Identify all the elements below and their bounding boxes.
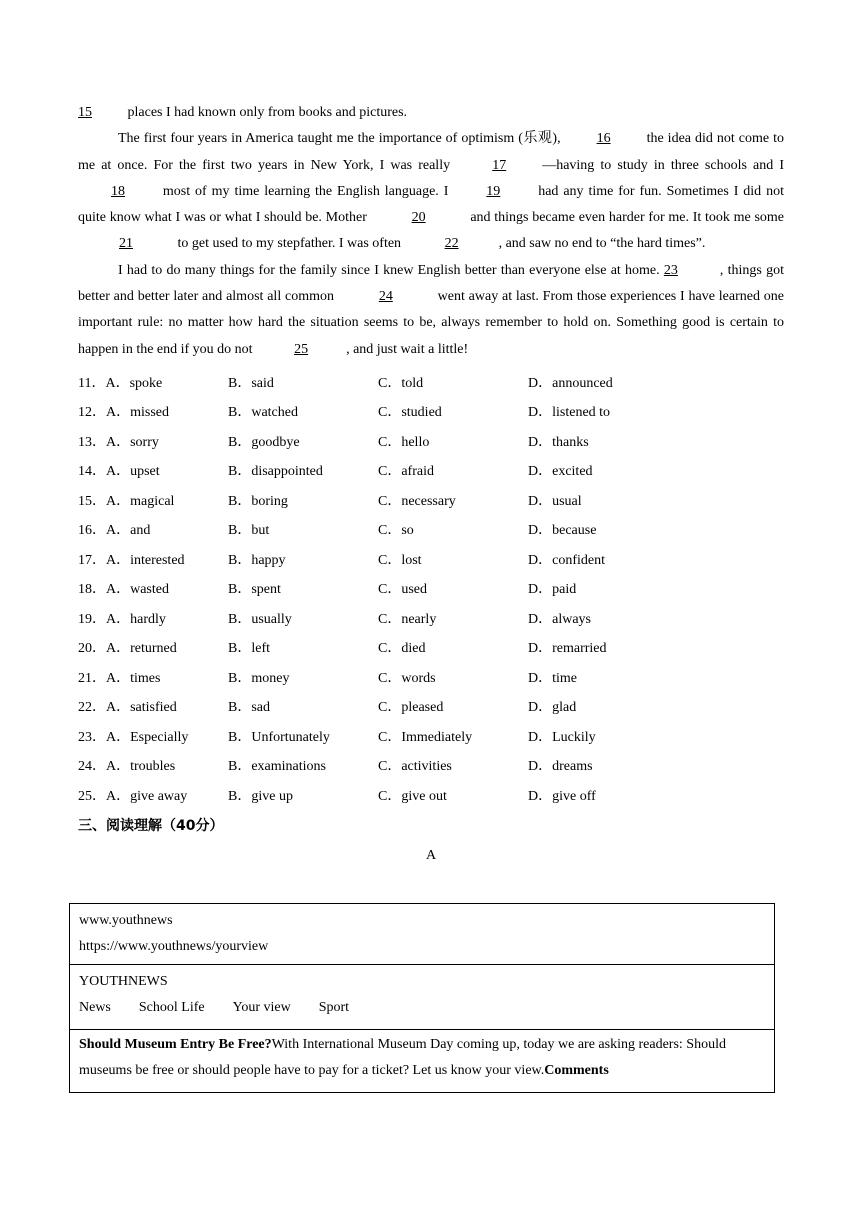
option-b[interactable]: B．spent xyxy=(228,582,281,598)
option-c[interactable]: C．studied xyxy=(378,405,442,421)
site-url: https://www.youthnews/yourview xyxy=(79,939,269,954)
option-d[interactable]: D．time xyxy=(528,670,577,686)
option-b[interactable]: B．sad xyxy=(228,700,270,716)
brand-name: YOUTHNEWS xyxy=(79,974,168,989)
passage-label: A xyxy=(425,848,437,864)
webpage-box xyxy=(69,903,775,1093)
option-a[interactable]: 17．A．interested xyxy=(78,552,185,568)
question-21 xyxy=(78,662,784,692)
option-d[interactable]: D．excited xyxy=(528,464,593,480)
question-20 xyxy=(78,632,784,662)
nav-news[interactable]: News xyxy=(79,1000,111,1015)
option-a[interactable]: 25．A．give away xyxy=(78,788,188,804)
blank-15: 15 xyxy=(78,105,92,120)
option-d[interactable]: D．paid xyxy=(528,582,577,598)
exam-page xyxy=(78,100,784,869)
option-a[interactable]: 14．A．upset xyxy=(78,464,160,480)
option-c[interactable]: C．so xyxy=(378,523,414,539)
blank-16: 16 xyxy=(596,131,611,147)
blank-25: 25 xyxy=(294,341,309,357)
option-d[interactable]: D．dreams xyxy=(528,759,593,775)
blank-23: 23 xyxy=(663,262,678,278)
option-a[interactable]: 13．A．sorry xyxy=(78,434,159,450)
question-19 xyxy=(78,603,784,633)
option-c[interactable]: C．give out xyxy=(378,788,447,804)
blank-18: 18 xyxy=(111,183,125,199)
option-d[interactable]: D．remarried xyxy=(528,641,607,657)
option-b[interactable]: B．goodbye xyxy=(228,434,300,450)
option-a[interactable]: 12．A．missed xyxy=(78,405,169,421)
option-b[interactable]: B．said xyxy=(228,375,274,391)
blank-22: 22 xyxy=(444,236,459,252)
option-c[interactable]: C．nearly xyxy=(378,611,437,627)
option-c[interactable]: C．activities xyxy=(378,759,452,775)
option-c[interactable]: C．used xyxy=(378,582,427,598)
question-17 xyxy=(78,544,784,574)
option-b[interactable]: B．boring xyxy=(228,493,288,509)
option-c[interactable]: C．hello xyxy=(378,434,430,450)
blank-17: 17 xyxy=(492,157,507,173)
option-a[interactable]: 24．A．troubles xyxy=(78,759,176,775)
option-c[interactable]: C．pleased xyxy=(378,700,444,716)
question-25 xyxy=(78,780,784,810)
option-b[interactable]: B．money xyxy=(228,670,290,686)
question-13 xyxy=(78,426,784,456)
option-b[interactable]: B．usually xyxy=(228,611,292,627)
option-b[interactable]: B．give up xyxy=(228,788,293,804)
option-a[interactable]: 19．A．hardly xyxy=(78,611,166,627)
site-name: www.youthnews xyxy=(79,913,173,928)
option-c[interactable]: C．told xyxy=(378,375,424,391)
option-c[interactable]: C．afraid xyxy=(378,464,434,480)
comments-link[interactable]: Comments xyxy=(544,1063,609,1078)
site-nav xyxy=(79,995,765,1021)
option-d[interactable]: D．thanks xyxy=(528,434,589,450)
question-22 xyxy=(78,691,784,721)
section-title: 三、阅读理解（40分） xyxy=(78,818,224,835)
question-11 xyxy=(78,367,784,397)
question-24 xyxy=(78,750,784,780)
option-b[interactable]: B．left xyxy=(228,641,270,657)
option-b[interactable]: B．Unfortunately xyxy=(228,729,330,745)
article-cell xyxy=(70,1030,774,1093)
option-c[interactable]: C．Immediately xyxy=(378,729,473,745)
option-d[interactable]: D．give off xyxy=(528,788,596,804)
question-23 xyxy=(78,721,784,751)
header-cell xyxy=(70,965,774,1030)
option-b[interactable]: B．examinations xyxy=(228,759,326,775)
question-16 xyxy=(78,514,784,544)
nav-school-life[interactable]: School Life xyxy=(138,1000,205,1015)
passage-paragraph-1: 15 places I had known only from books and pictures. xyxy=(78,100,784,126)
option-d[interactable]: D．listened to xyxy=(528,405,611,421)
option-d[interactable]: D．announced xyxy=(528,375,613,391)
option-a[interactable]: 21．A．times xyxy=(78,670,161,686)
option-a[interactable]: 23．A．Especially xyxy=(78,729,189,745)
option-c[interactable]: C．necessary xyxy=(378,493,456,509)
option-a[interactable]: 11．A．spoke xyxy=(78,375,163,391)
option-c[interactable]: C．lost xyxy=(378,552,422,568)
blank-19: 19 xyxy=(486,183,501,199)
article-headline: Should Museum Entry Be Free? xyxy=(79,1037,272,1052)
option-a[interactable]: 22．A．satisfied xyxy=(78,700,177,716)
article-body: With International Museum Day coming up, today we are asking readers: Should museums be free or should people have to pay for a ticket? Let us know your view. xyxy=(79,1037,726,1078)
option-d[interactable]: D．because xyxy=(528,523,597,539)
option-b[interactable]: B．but xyxy=(228,523,270,539)
option-a[interactable]: 15．A．magical xyxy=(78,493,175,509)
options-list xyxy=(78,367,784,810)
option-b[interactable]: B．disappointed xyxy=(228,464,323,480)
option-d[interactable]: D．Luckily xyxy=(528,729,596,745)
option-b[interactable]: B．watched xyxy=(228,405,298,421)
option-d[interactable]: D．always xyxy=(528,611,591,627)
option-a[interactable]: 16．A．and xyxy=(78,523,151,539)
nav-sport[interactable]: Sport xyxy=(318,1000,350,1015)
blank-20: 20 xyxy=(411,210,426,226)
option-d[interactable]: D．confident xyxy=(528,552,605,568)
option-c[interactable]: C．words xyxy=(378,670,436,686)
option-a[interactable]: 18．A．wasted xyxy=(78,582,169,598)
option-b[interactable]: B．happy xyxy=(228,552,286,568)
nav-your-view[interactable]: Your view xyxy=(232,1000,291,1015)
question-12 xyxy=(78,396,784,426)
address-cell xyxy=(70,904,774,965)
option-a[interactable]: 20．A．returned xyxy=(78,641,177,657)
question-15 xyxy=(78,485,784,515)
blank-24: 24 xyxy=(378,289,393,305)
option-d[interactable]: D．glad xyxy=(528,700,577,716)
question-14 xyxy=(78,455,784,485)
passage-paragraph-2: The first four years in America taught me the importance of optimism (乐观), 16 the idea did not come to me at once. For the first two years in New York, I was really 17 —having to study in three schools and I 18 most of my time learning the English language. I 19 had any time for fun. Sometimes I did not quite know what I was or what I should be. Mother 20 and things became even harder for me. It took me some 21 to get used to my stepfather. I was often 22 , and saw no end to “the hard times”. xyxy=(78,126,784,257)
option-d[interactable]: D．usual xyxy=(528,493,582,509)
passage-paragraph-3: I had to do many things for the family since I knew English better than everyone else at home. 23 , things got better and better later and almost all common 24 went away at last. From those experiences I have learned one important rule: no matter how hard the situation seems to be, always remember to hold on. Something good is certain to happen in the end if you do not 25 , and just wait a little! xyxy=(78,258,784,363)
blank-21: 21 xyxy=(119,236,133,252)
question-18 xyxy=(78,573,784,603)
option-c[interactable]: C．died xyxy=(378,641,426,657)
